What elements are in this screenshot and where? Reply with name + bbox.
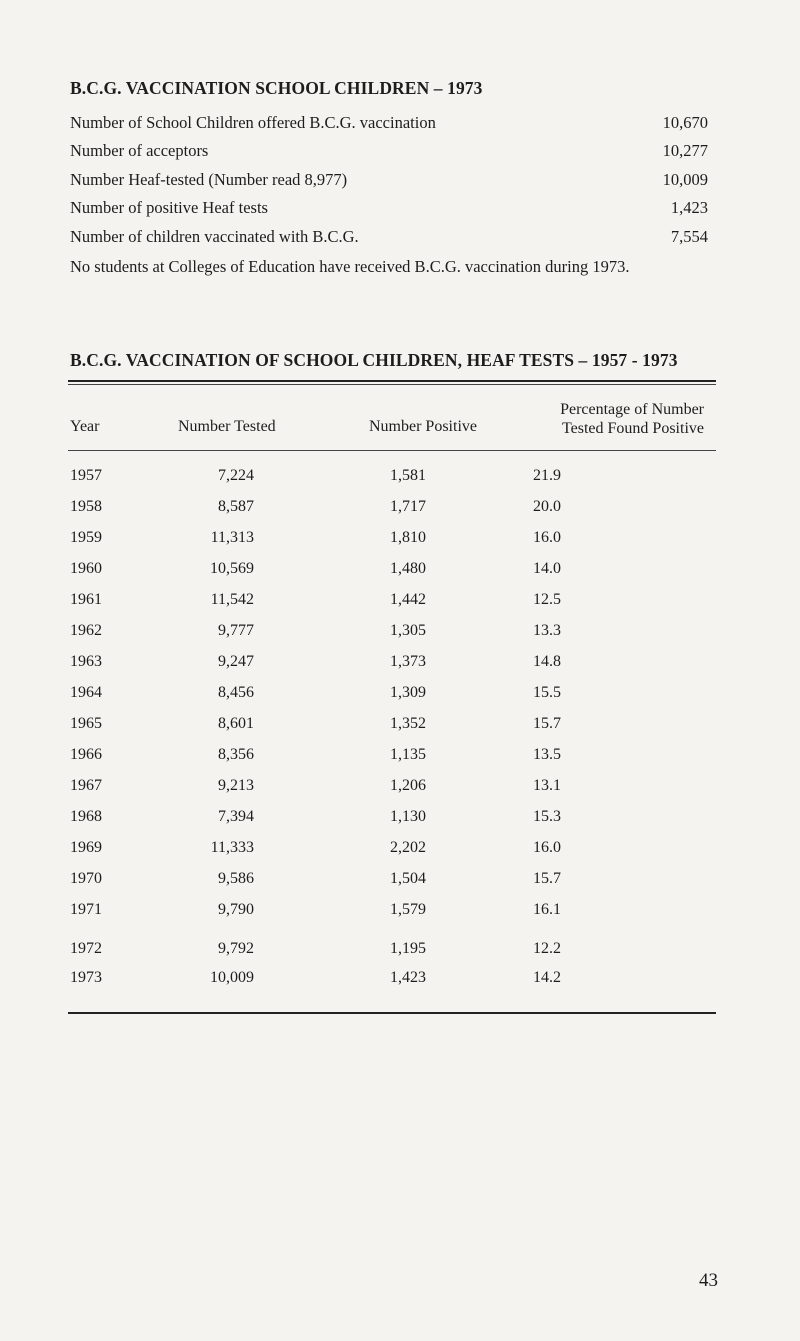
cell-positive: 1,480	[390, 560, 426, 577]
table-row	[0, 940, 800, 968]
cell-percent: 15.5	[533, 684, 561, 701]
table-row	[0, 746, 800, 774]
cell-percent: 20.0	[533, 498, 561, 515]
cell-percent: 14.8	[533, 653, 561, 670]
cell-percent: 14.2	[533, 969, 561, 986]
cell-year: 1957	[70, 467, 102, 484]
summary-row-value: 1,423	[670, 198, 708, 217]
summary-note: No students at Colleges of Education have received B.C.G. vaccination during 1973.	[70, 257, 630, 276]
cell-positive: 1,309	[390, 684, 426, 701]
summary-row-label: Number of children vaccinated with B.C.G.	[70, 227, 359, 246]
cell-percent: 13.5	[533, 746, 561, 763]
table-row	[0, 839, 800, 867]
cell-year: 1960	[70, 560, 102, 577]
cell-tested: 8,356	[218, 746, 254, 763]
cell-percent: 12.5	[533, 591, 561, 608]
table-row	[0, 467, 800, 495]
summary-row-value: 10,009	[662, 170, 708, 189]
table-row	[0, 622, 800, 650]
cell-positive: 1,717	[390, 498, 426, 515]
table-row	[0, 777, 800, 805]
cell-percent: 16.0	[533, 529, 561, 546]
cell-tested: 8,601	[218, 715, 254, 732]
cell-positive: 1,581	[390, 467, 426, 484]
cell-year: 1971	[70, 901, 102, 918]
table-bottom-rule	[68, 1012, 716, 1014]
table-row	[0, 653, 800, 681]
table-row	[0, 591, 800, 619]
summary-row	[70, 227, 708, 253]
cell-year: 1965	[70, 715, 102, 732]
cell-tested: 9,586	[218, 870, 254, 887]
cell-tested: 11,542	[210, 591, 254, 608]
cell-positive: 2,202	[390, 839, 426, 856]
cell-tested: 9,790	[218, 901, 254, 918]
table-row	[0, 969, 800, 997]
cell-year: 1961	[70, 591, 102, 608]
cell-tested: 8,587	[218, 498, 254, 515]
table-row	[0, 560, 800, 588]
cell-year: 1968	[70, 808, 102, 825]
summary-row-label: Number of School Children offered B.C.G. vaccination	[70, 113, 436, 132]
summary-row-label: Number of acceptors	[70, 141, 209, 160]
summary-row	[70, 141, 708, 167]
cell-tested: 7,394	[218, 808, 254, 825]
cell-positive: 1,810	[390, 529, 426, 546]
cell-positive: 1,504	[390, 870, 426, 887]
cell-positive: 1,579	[390, 901, 426, 918]
table-top-rule	[68, 380, 716, 382]
column-header-percent	[560, 400, 704, 438]
table-row	[0, 870, 800, 898]
cell-positive: 1,135	[390, 746, 426, 763]
cell-tested: 9,213	[218, 777, 254, 794]
cell-positive: 1,195	[390, 940, 426, 957]
cell-percent: 21.9	[533, 467, 561, 484]
cell-year: 1963	[70, 653, 102, 670]
cell-year: 1959	[70, 529, 102, 546]
cell-positive: 1,130	[390, 808, 426, 825]
cell-percent: 16.0	[533, 839, 561, 856]
table-top-rule-inner	[68, 384, 716, 385]
cell-percent: 15.7	[533, 715, 561, 732]
cell-tested: 10,009	[210, 969, 254, 986]
summary-row	[70, 113, 708, 139]
cell-tested: 10,569	[210, 560, 254, 577]
page-number: 43	[699, 1270, 718, 1291]
cell-year: 1962	[70, 622, 102, 639]
summary-heading: B.C.G. VACCINATION SCHOOL CHILDREN – 1973	[70, 78, 483, 98]
table-row	[0, 684, 800, 712]
cell-percent: 14.0	[533, 560, 561, 577]
table-row	[0, 901, 800, 929]
column-header-percent-line1: Percentage of Number	[560, 401, 704, 418]
summary-row	[70, 170, 708, 196]
table-header-rule	[68, 450, 716, 451]
table-row	[0, 808, 800, 836]
cell-year: 1970	[70, 870, 102, 887]
cell-tested: 11,313	[210, 529, 254, 546]
cell-positive: 1,423	[390, 969, 426, 986]
summary-row-label: Number of positive Heaf tests	[70, 198, 268, 217]
table-row	[0, 498, 800, 526]
summary-row-value: 10,277	[662, 141, 708, 160]
cell-percent: 13.1	[533, 777, 561, 794]
cell-positive: 1,373	[390, 653, 426, 670]
cell-year: 1973	[70, 969, 102, 986]
table-heading: B.C.G. VACCINATION OF SCHOOL CHILDREN, HEAF TESTS – 1957 - 1973	[70, 350, 678, 370]
cell-tested: 8,456	[218, 684, 254, 701]
table-row	[0, 529, 800, 557]
cell-tested: 9,247	[218, 653, 254, 670]
column-header-tested: Number Tested	[178, 418, 276, 435]
cell-tested: 11,333	[210, 839, 254, 856]
cell-percent: 16.1	[533, 901, 561, 918]
cell-tested: 9,777	[218, 622, 254, 639]
cell-year: 1966	[70, 746, 102, 763]
cell-positive: 1,442	[390, 591, 426, 608]
cell-positive: 1,305	[390, 622, 426, 639]
cell-positive: 1,352	[390, 715, 426, 732]
summary-row-label: Number Heaf-tested (Number read 8,977)	[70, 170, 348, 189]
cell-percent: 12.2	[533, 940, 561, 957]
column-header-positive: Number Positive	[369, 418, 477, 435]
cell-percent: 15.3	[533, 808, 561, 825]
summary-row-value: 7,554	[670, 227, 708, 246]
cell-year: 1972	[70, 940, 102, 957]
summary-row	[70, 198, 708, 224]
cell-year: 1967	[70, 777, 102, 794]
cell-year: 1969	[70, 839, 102, 856]
cell-percent: 15.7	[533, 870, 561, 887]
cell-tested: 7,224	[218, 467, 254, 484]
cell-positive: 1,206	[390, 777, 426, 794]
column-header-year: Year	[70, 418, 100, 435]
cell-year: 1964	[70, 684, 102, 701]
summary-row-value: 10,670	[662, 113, 708, 132]
cell-year: 1958	[70, 498, 102, 515]
column-header-percent-line2: Tested Found Positive	[562, 420, 704, 437]
table-row	[0, 715, 800, 743]
cell-percent: 13.3	[533, 622, 561, 639]
cell-tested: 9,792	[218, 940, 254, 957]
